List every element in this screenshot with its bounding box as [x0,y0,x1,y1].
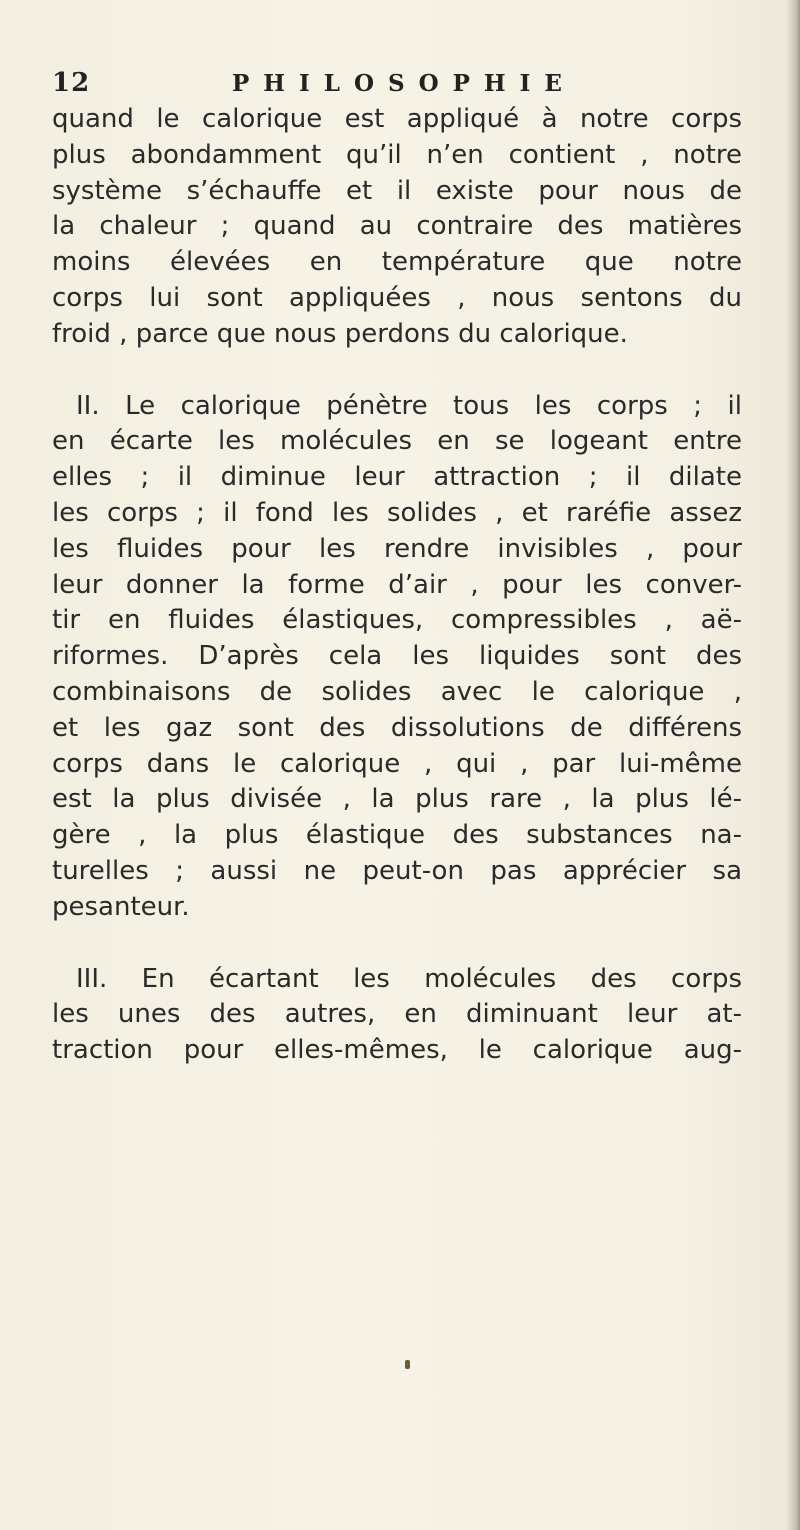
text-line: gère , la plus élastique des substances na- [52,820,742,851]
text-line: les fluides pour les rendre invisibles , pour [52,533,742,564]
text-line: II. Le calorique pénètre tous les corps ; il [76,390,742,421]
text-line: quand le calorique est appliqué à notre corps [52,104,742,134]
text-line: combinaisons de solides avec le calorique , [52,676,742,707]
paragraph-3 [52,962,742,1069]
text-line: les unes des autres, en diminuant leur at- [52,999,742,1030]
text-line: corps lui sont appliquées , nous sentons du [52,282,742,313]
text-line: moins élevées en température que notre [52,247,742,278]
text-line: III. En écartant les molécules des corps [76,963,742,994]
paragraph-1 [52,102,742,353]
page-number: 12 [52,68,91,98]
text-line: riformes. D’après cela les liquides sont des [52,641,742,672]
text-line: système s’échauffe et il existe pour nous de [52,175,742,206]
text-line: en écarte les molécules en se logeant entre [52,426,742,457]
text-line: corps dans le calorique , qui , par lui-même [52,748,742,779]
text-line: elles ; il diminue leur attraction ; il dilate [52,462,742,493]
body-text [52,102,742,1105]
ink-speck [405,1360,410,1369]
text-line: tir en fluides élastiques, compressibles , aë- [52,605,742,636]
text-line: est la plus divisée , la plus rare , la plus lé- [52,784,742,815]
text-line: leur donner la forme d’air , pour les conver- [52,569,742,600]
text-line: pesanteur. [52,891,190,922]
text-line: la chaleur ; quand au contraire des matières [52,211,742,242]
paragraph-2 [52,389,742,926]
page-edge-shadow [786,0,800,1530]
text-line: turelles ; aussi ne peut-on pas apprécier sa [52,855,742,886]
text-line: traction pour elles-mêmes, le calorique aug- [52,1035,742,1066]
text-line: et les gaz sont des dissolutions de différens [52,712,742,743]
text-line: plus abondamment qu’il n’en contient , notre [52,139,742,170]
text-line: froid , parce que nous perdons du calorique. [52,318,628,349]
running-head: PHILOSOPHIE [232,70,576,97]
text-line: les corps ; il fond les solides , et raréfie assez [52,497,742,528]
